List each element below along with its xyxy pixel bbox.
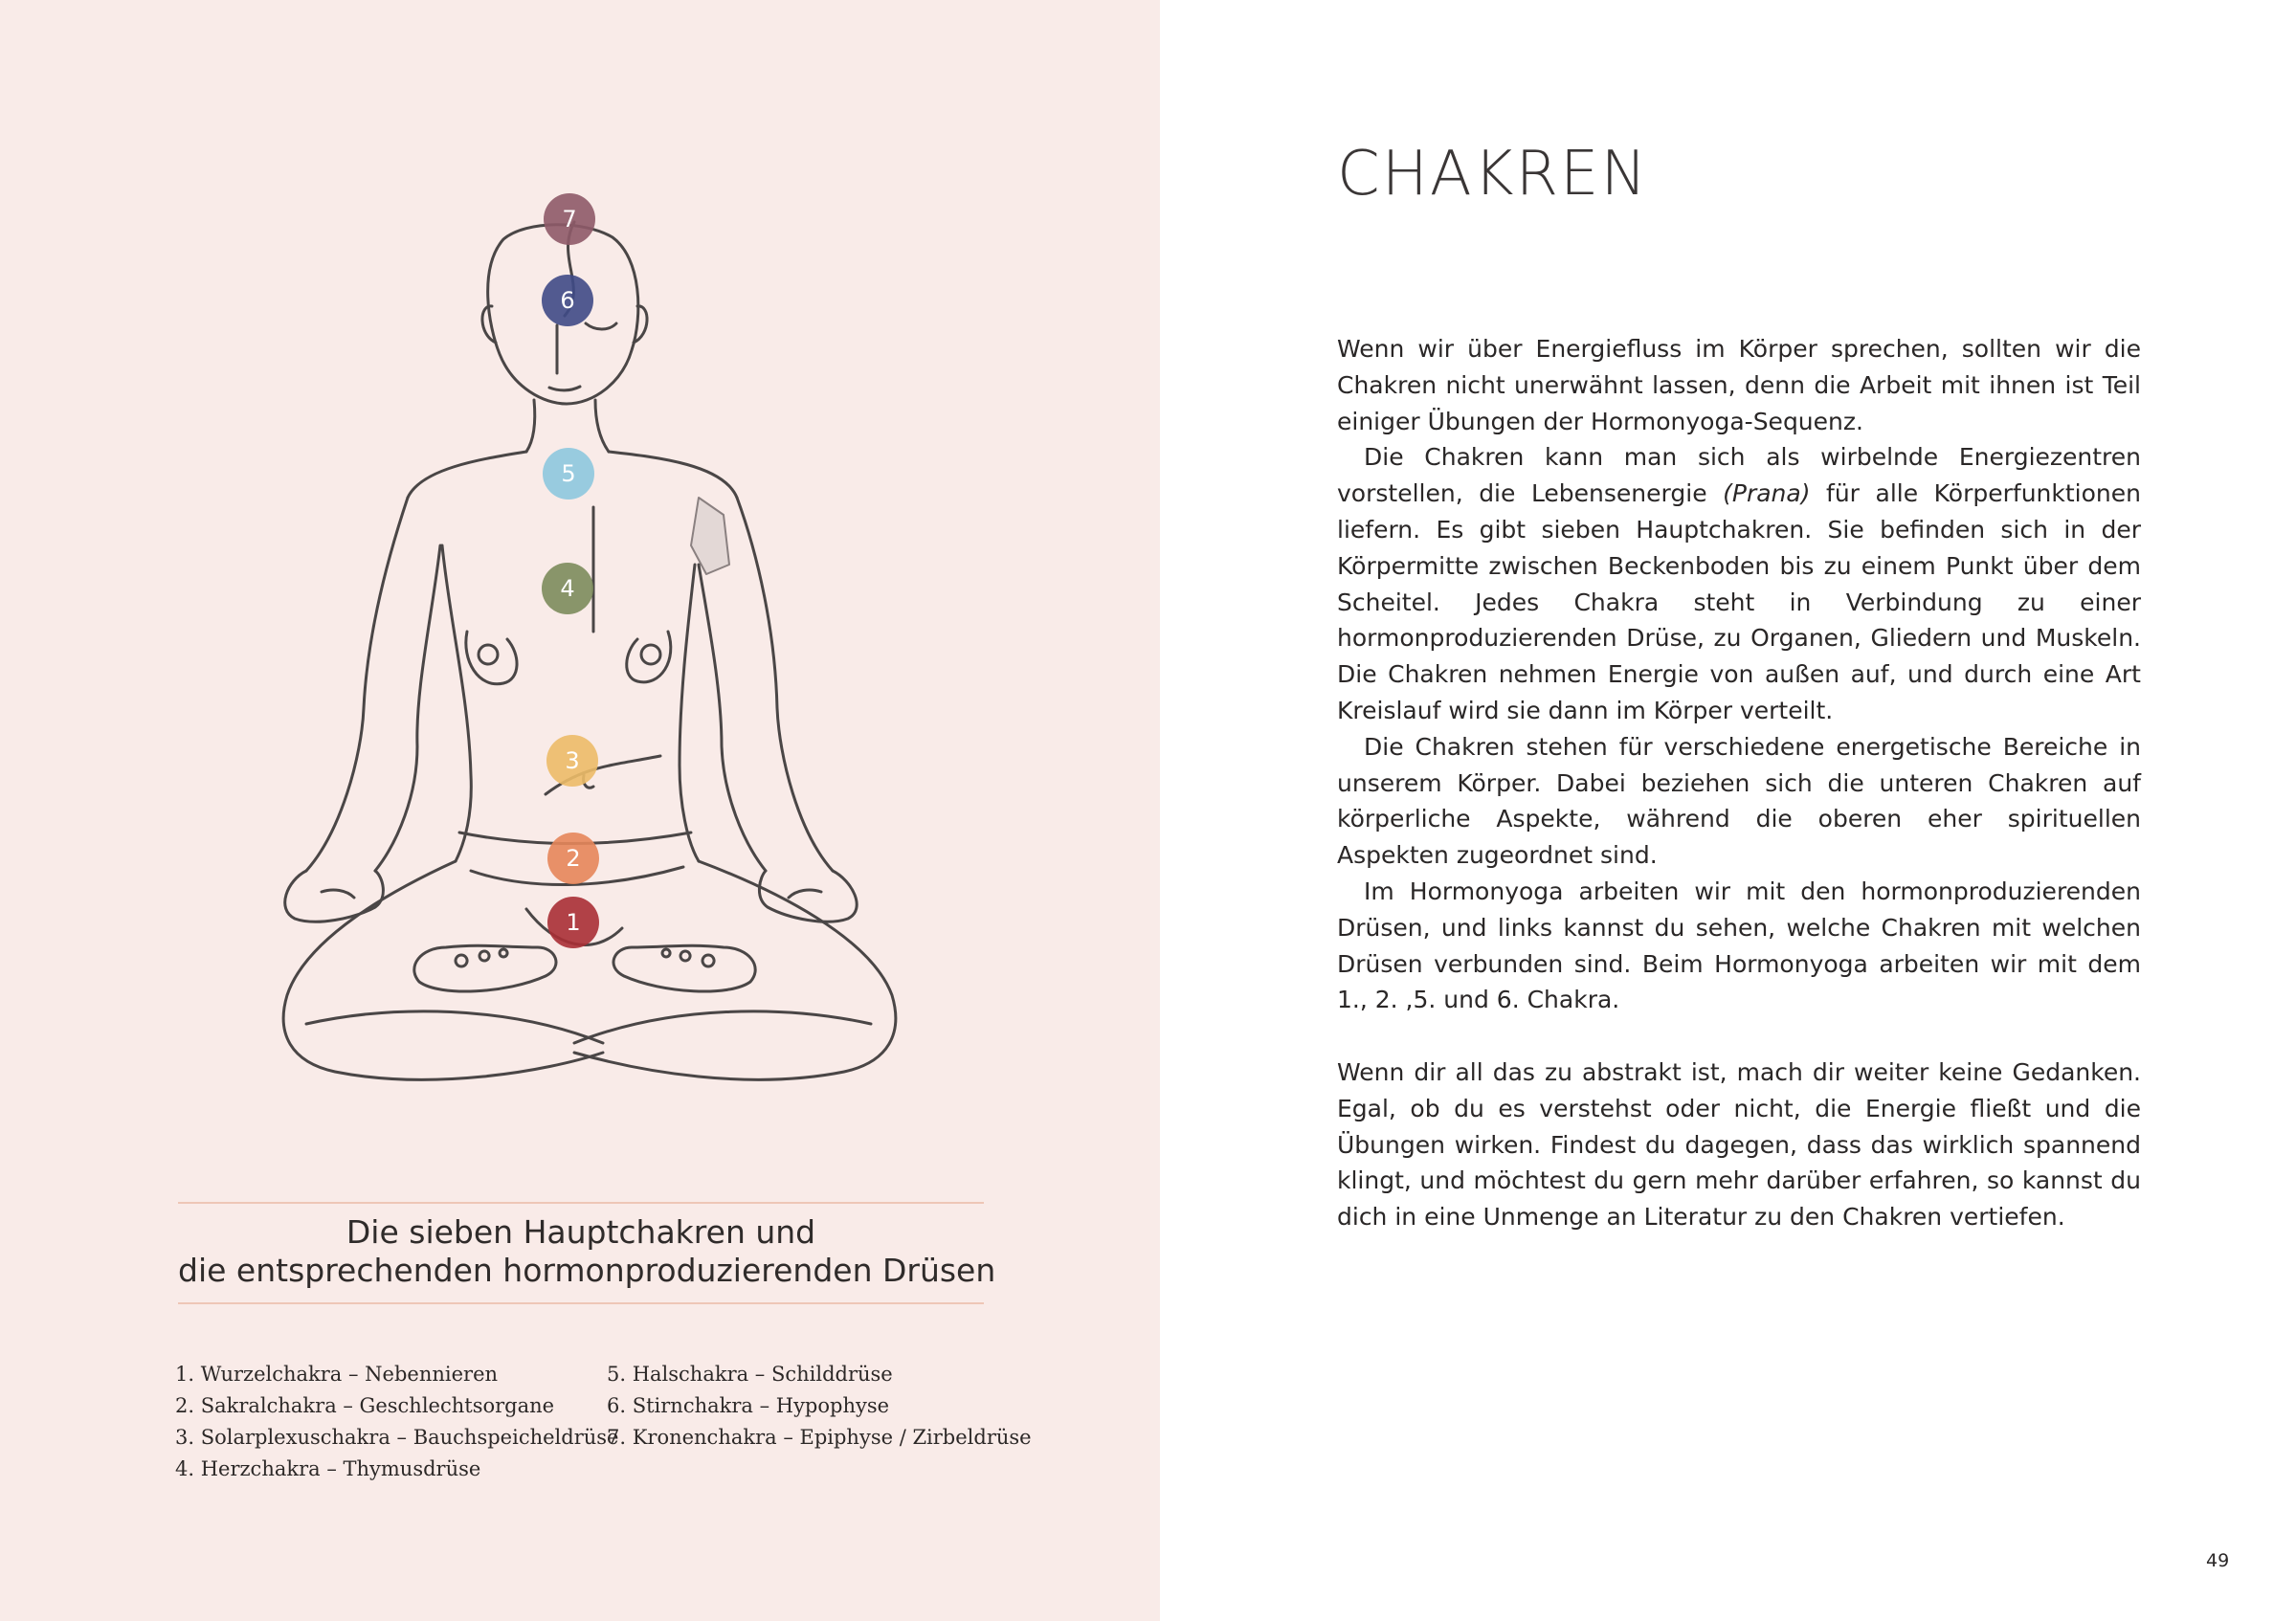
legend-item: 5. Halschakra – Schilddrüse xyxy=(607,1363,893,1386)
caption-bottom-rule xyxy=(178,1302,984,1304)
paragraph-2-part-2: für alle Körperfunktionen liefern. Es gibt sieben Hauptchakren. Sie befinden sich in der Körpermitte zwischen Beckenboden bis zu einem Punkt über dem Scheitel. Jedes Chakra steht in Verbindung zu einer hormonproduzierenden Drüse, zu Organen, Gliedern und Muskeln. Die Chakren nehmen Energie von außen auf, und durch eine Art Kreislauf wird sie dann im Körper verteilt. xyxy=(1337,479,2141,724)
legend-item: 4. Herzchakra – Thymusdrüse xyxy=(175,1457,481,1480)
chakra-number-6: 6 xyxy=(560,287,575,314)
page-title: CHAKREN xyxy=(1337,139,1649,210)
legend-item: 6. Stirnchakra – Hypophyse xyxy=(607,1394,890,1417)
caption-top-rule xyxy=(178,1202,984,1204)
caption-line-2: die entsprechenden hormonproduzierenden Drüsen xyxy=(178,1252,996,1289)
paragraph-spacer xyxy=(1337,1018,2141,1055)
caption-line-1: Die sieben Hauptchakren und xyxy=(346,1213,816,1251)
legend-item: 3. Solarplexuschakra – Bauchspeicheldrüse xyxy=(175,1426,619,1449)
chakra-number-2: 2 xyxy=(566,845,581,872)
chakra-number-4: 4 xyxy=(560,575,575,602)
legend-item: 1. Wurzelchakra – Nebennieren xyxy=(175,1363,499,1386)
chakra-marker-4 xyxy=(542,563,593,614)
figure-line-drawing xyxy=(283,222,896,1079)
paragraph-2-part-1: Die Chakren kann man sich als wirbelnde Energiezentren vorstellen, die Lebensenergie xyxy=(1337,443,2141,508)
chakra-marker-6 xyxy=(542,275,593,326)
chakra-marker-7 xyxy=(544,193,595,245)
body-text xyxy=(1337,331,2141,1235)
paragraph-3: Die Chakren stehen für verschiedene energetische Bereiche in unserem Körper. Dabei beziehen sich die unteren Chakren auf körperliche Aspekte, während die oberen eher spirituellen Aspekten zugeordnet sind. xyxy=(1337,732,2141,870)
paragraph-2 xyxy=(1337,439,2141,728)
paragraph-4: Im Hormonyoga arbeiten wir mit den hormonproduzierenden Drüsen, und links kannst du sehen, welche Chakren mit welchen Drüsen verbunden sind. Beim Hormonyoga arbeiten wir mit dem 1., 2. ,5. und 6. Chakra. xyxy=(1337,877,2141,1014)
chakra-number-3: 3 xyxy=(565,747,580,774)
chakra-marker-3 xyxy=(546,735,598,787)
page-number: 49 xyxy=(2206,1550,2230,1571)
chakra-markers xyxy=(542,193,599,948)
chakra-marker-1 xyxy=(547,897,599,948)
chakra-number-1: 1 xyxy=(566,909,581,936)
legend-item: 2. Sakralchakra – Geschlechtsorgane xyxy=(175,1394,555,1417)
chakra-number-7: 7 xyxy=(562,206,577,233)
legend-item: 7. Kronenchakra – Epiphyse / Zirbeldrüse xyxy=(607,1426,1032,1449)
chakra-number-5: 5 xyxy=(561,460,576,487)
paragraph-1: Wenn wir über Energiefluss im Körper sprechen, sollten wir die Chakren nicht unerwähnt lassen, denn die Arbeit mit ihnen ist Teil einiger Übungen der Hormonyoga-Sequenz. xyxy=(1337,335,2141,435)
meditating-figure-illustration xyxy=(163,182,995,1110)
prana-term: (Prana) xyxy=(1723,479,1811,508)
chakra-marker-5 xyxy=(543,448,594,500)
chakra-legend-left xyxy=(175,1359,618,1485)
chakra-marker-2 xyxy=(547,833,599,884)
chakra-legend-right xyxy=(607,1359,1032,1454)
paragraph-5: Wenn dir all das zu abstrakt ist, mach dir weiter keine Gedanken. Egal, ob du es verstehst oder nicht, die Energie fließt und die Übungen wirken. Findest du dagegen, dass das wirklich spannend klingt, und möchtest du gern mehr darüber erfahren, so kannst du dich in eine Unmenge an Literatur zu den Chakren vertiefen. xyxy=(1337,1057,2141,1232)
illustration-caption xyxy=(178,1213,996,1290)
